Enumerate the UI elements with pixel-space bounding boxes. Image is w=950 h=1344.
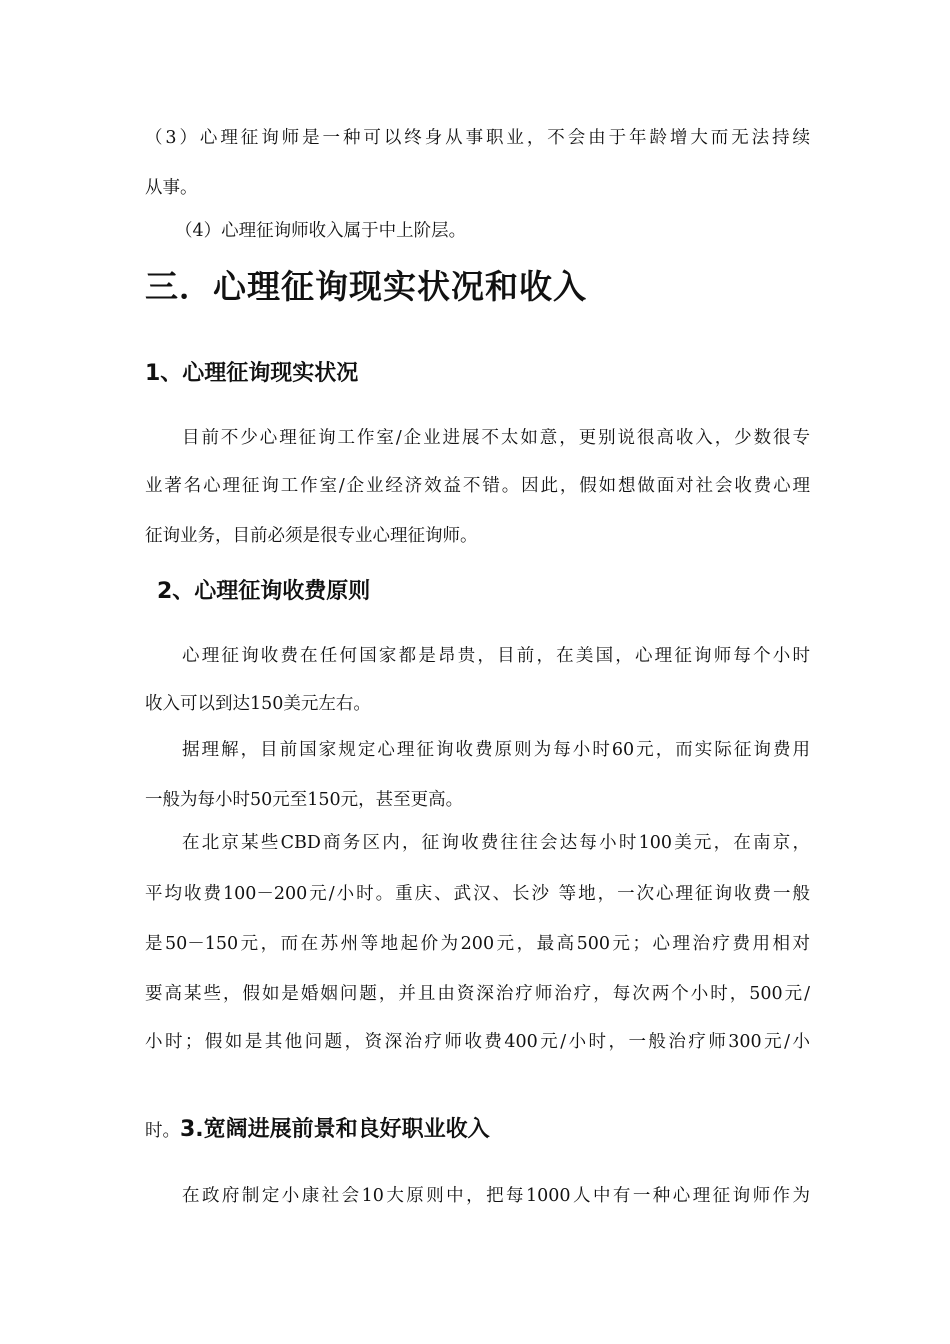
subsection-2-para3-tail: 时。 bbox=[145, 1121, 180, 1141]
subsection-1-line: 业著名心理征询工作室/企业经济效益不错。因此，假如想做面对社会收费心理 bbox=[145, 476, 810, 496]
subsection-2-para3-line: 要高某些，假如是婚姻问题，并且由资深治疗师治疗，每次两个小时，500元/ bbox=[145, 984, 810, 1004]
subsection-2-para3-line: 平均收费100－200元/小时。重庆、武汉、长沙 等地，一次心理征询收费一般 bbox=[145, 884, 810, 904]
subsection-1-line: 目前不少心理征询工作室/企业进展不太如意，更别说很高收入，少数很专 bbox=[182, 428, 810, 448]
subsection-2-heading: 2、心理征询收费原则 bbox=[157, 579, 371, 604]
subsection-1-heading: 1、心理征询现实状况 bbox=[145, 361, 359, 386]
subsection-2-para1-line: 收入可以到达150美元左右。 bbox=[145, 694, 371, 714]
subsection-2-para3-line: 在北京某些CBD商务区内，征询收费往往会达每小时100美元，在南京， bbox=[182, 833, 810, 853]
subsection-1-line: 征询业务，目前必须是很专业心理征询师。 bbox=[145, 526, 478, 546]
section-3-title: 三．心理征询现实状况和收入 bbox=[145, 267, 587, 306]
subsection-2-para2-line: 据理解，目前国家规定心理征询收费原则为每小时60元，而实际征询费用 bbox=[182, 740, 810, 760]
subsection-2-para1-line: 心理征询收费在任何国家都是昂贵，目前，在美国，心理征询师每个小时 bbox=[182, 646, 810, 666]
point-3-line-2: 从事。 bbox=[145, 178, 198, 198]
subsection-3-heading: 3.宽阔进展前景和良好职业收入 bbox=[180, 1117, 490, 1142]
subsection-3-heading-line bbox=[145, 1118, 810, 1143]
point-3-line-1: （3）心理征询师是一种可以终身从事职业，不会由于年龄增大而无法持续 bbox=[145, 128, 810, 148]
point-4: （4）心理征询师收入属于中上阶层。 bbox=[175, 221, 467, 241]
subsection-3-line: 在政府制定小康社会10大原则中，把每1000人中有一种心理征询师作为 bbox=[182, 1186, 810, 1206]
subsection-2-para3-line: 小时；假如是其他问题，资深治疗师收费400元/小时，一般治疗师300元/小 bbox=[145, 1032, 810, 1052]
subsection-2-para3-line: 是50－150元，而在苏州等地起价为200元，最高500元；心理治疗费用相对 bbox=[145, 934, 810, 954]
subsection-2-para2-line: 一般为每小时50元至150元，甚至更高。 bbox=[145, 790, 464, 810]
